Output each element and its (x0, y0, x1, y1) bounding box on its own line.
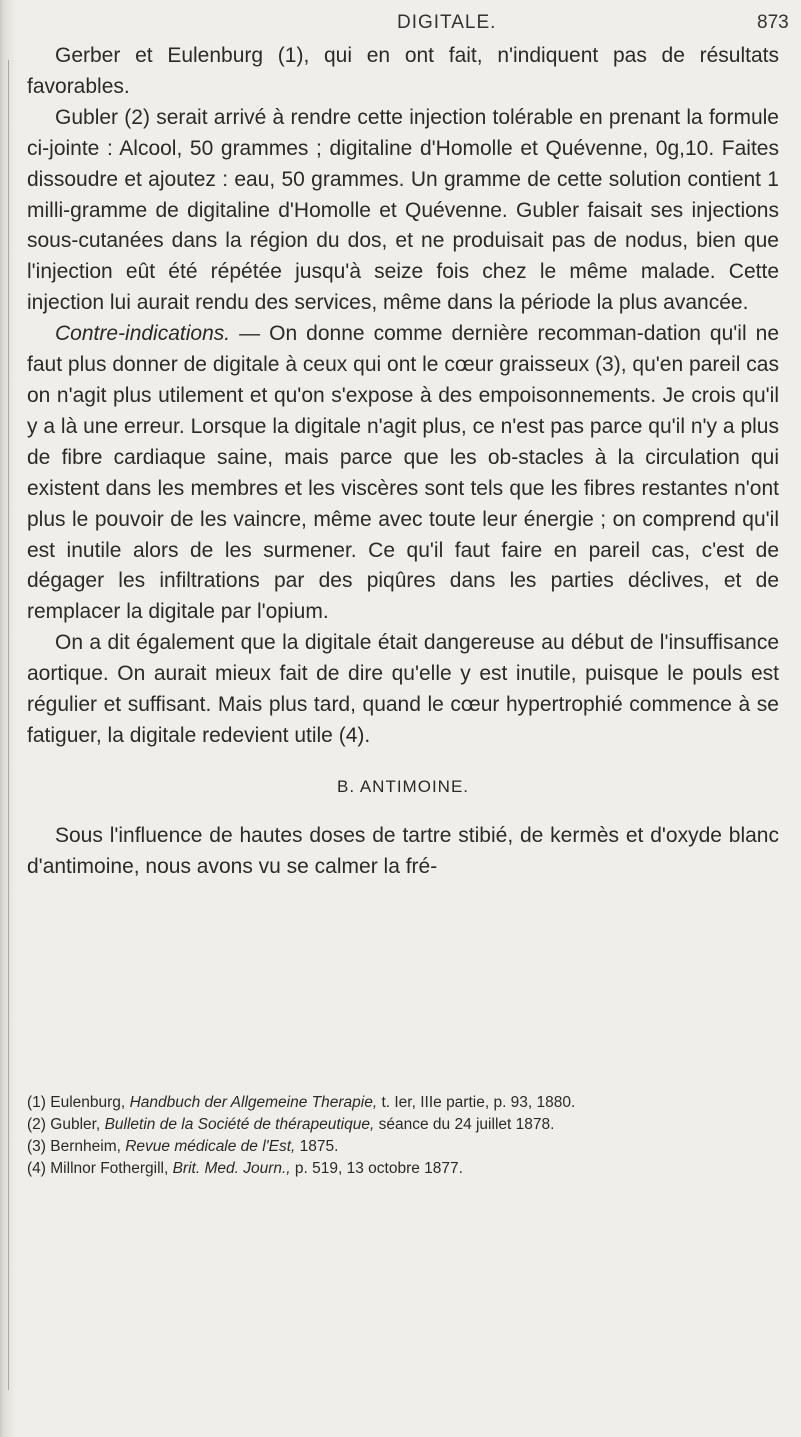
footnote-details: p. 519, 13 octobre 1877. (294, 1160, 463, 1177)
page-edge-line (8, 60, 9, 1390)
footnote-2 (27, 1114, 779, 1136)
footnote-number: (2) (27, 1116, 46, 1133)
footnote-number: (3) (27, 1138, 46, 1155)
paragraph-gerber: Gerber et Eulenburg (1), qui en ont fait, n'indiquent pas de résultats favorables. (27, 44, 779, 98)
page-number: 873 (757, 12, 789, 33)
footnote-title: Revue médicale de l'Est, (125, 1138, 296, 1155)
running-title: DIGITALE. (397, 12, 497, 33)
footnote-3 (27, 1136, 779, 1158)
footnote-1 (27, 1092, 779, 1114)
footnote-details: 1875. (299, 1138, 339, 1155)
footnote-details: t. Ier, IIIe partie, p. 93, 1880. (381, 1094, 576, 1111)
footnote-author: Bernheim, (50, 1138, 121, 1155)
page-header (0, 8, 801, 38)
footnote-author: Millnor Fothergill, (50, 1160, 169, 1177)
contre-indications-text: On donne comme dernière recomman-dation qu'il ne faut plus donner de digitale à ceux qui ont le cœur graisseux (3), qu'en pareil cas on n'agit plus utilement et qu'on s'expose à des empoisonnements. Je crois qu'il y a là une erreur. Lorsque la digitale n'agit plus, ce n'est pas parce qu'il n'y a plus de fibre cardiaque saine, mais parce que les ob-stacles à la circulation qui existent dans les membres et les viscères sont tels que les fibres restantes n'ont plus le pouvoir de les vaincre, même avec toute leur énergie ; on comprend qu'il est inutile alors de les surmener. Ce qu'il faut faire en pareil cas, c'est de dégager les infiltrations par des piqûres dans les parties déclives, et de remplacer la digitale par l'opium. (27, 322, 780, 624)
footnote-title: Bulletin de la Société de thérapeutique, (104, 1116, 375, 1133)
paragraph-contre-indications (27, 319, 779, 628)
footnote-author: Eulenburg, (50, 1094, 126, 1111)
section-heading: B. ANTIMOINE. (336, 776, 470, 796)
footnote-number: (4) (27, 1160, 46, 1177)
footnote-details: séance du 24 juillet 1878. (378, 1116, 555, 1133)
paragraph-aortique: On a dit également que la digitale était dangereuse au début de l'insuffisance aortique. On aurait mieux fait de dire qu'elle y est inutile, puisque le pouls est régulier et suffisant. Mais plus tard, quand le cœur hypertrophié commence à se fatiguer, la digitale redevient utile (4). (27, 631, 779, 747)
footnote-title: Brit. Med. Journ., (172, 1160, 291, 1177)
footnote-title: Handbuch der Allgemeine Therapie, (129, 1094, 378, 1111)
footnote-number: (1) (27, 1094, 46, 1111)
footnote-author: Gubler, (50, 1116, 101, 1133)
paragraph-gubler: Gubler (2) serait arrivé à rendre cette injection tolérable en prenant la formule ci-jointe : Alcool, 50 grammes ; digitaline d'Homolle et Quévenne, 0g,10. Faites dissoudre et ajoutez : eau, 50 grammes. Un gramme de cette solution contient 1 milli-gramme de digitaline d'Homolle et Quévenne. Gubler faisait ses injections sous-cutanées dans la région du dos, et ne produisait pas de nodus, bien que l'injection eût été répétée jusqu'à seize fois chez le même malade. Cette injection lui aurait rendu des services, même dans la période la plus avancée. (27, 105, 779, 315)
paragraph-antimoine: Sous l'influence de hautes doses de tartre stibié, de kermès et d'oxyde blanc d'antimoine, nous avons vu se calmer la fré- (27, 823, 779, 878)
contre-indications-label: Contre-indications. — (55, 322, 261, 346)
footnote-4 (27, 1158, 779, 1180)
footnotes (27, 1092, 779, 1180)
main-text (27, 41, 779, 882)
